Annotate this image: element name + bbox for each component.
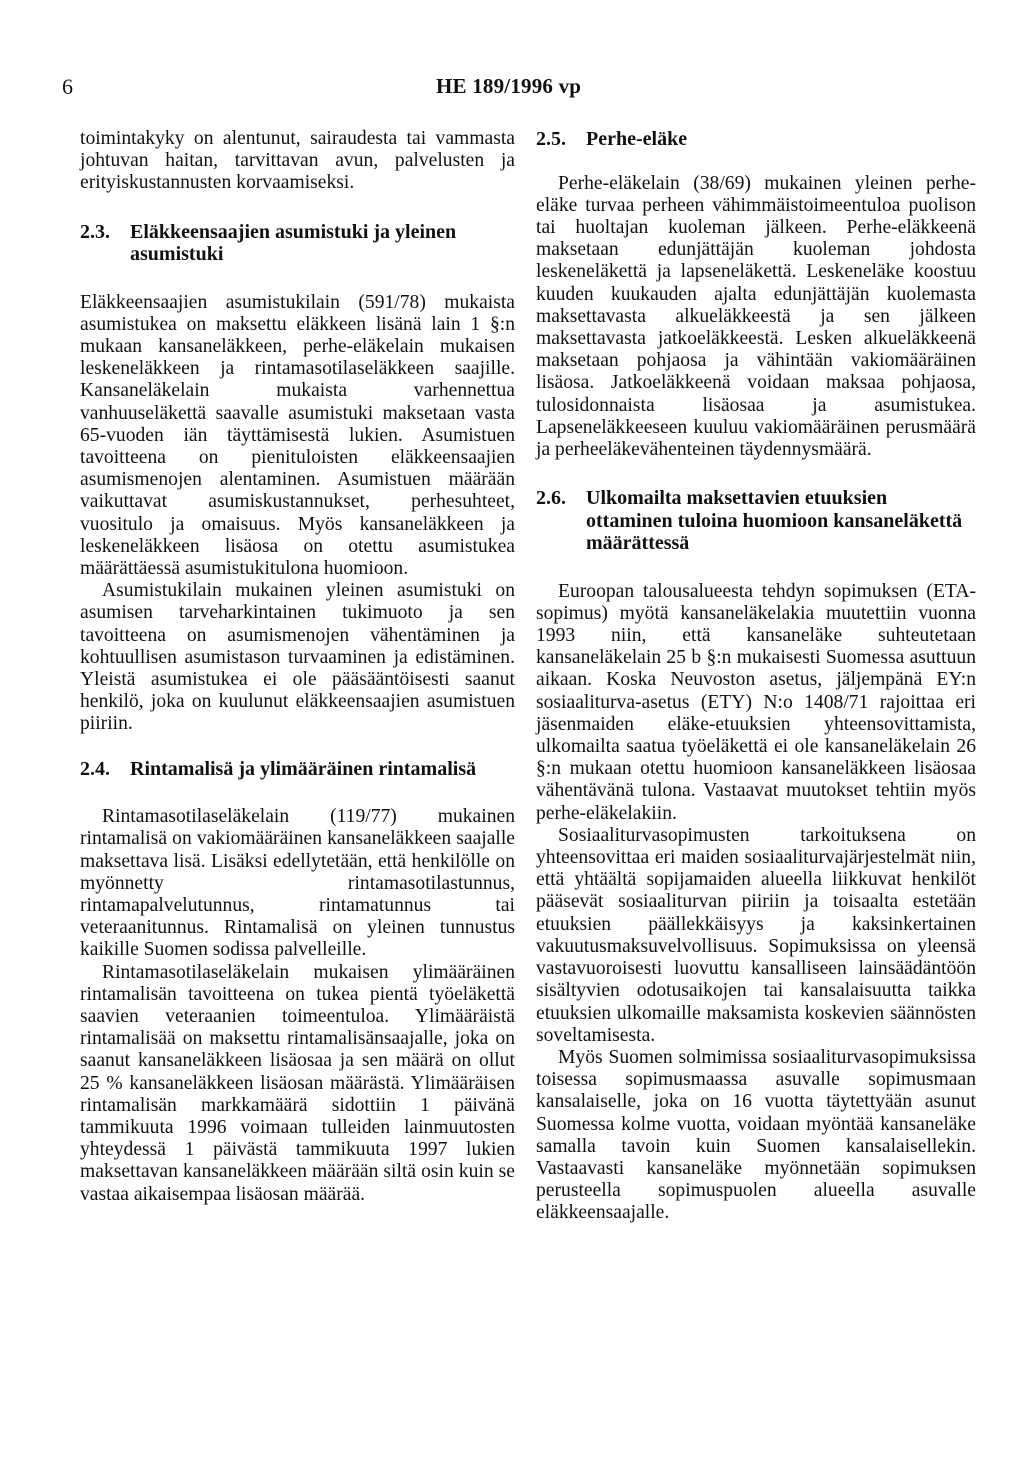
paragraph: Asumistukilain mukainen yleinen asumistuki on asumisen tarveharkintainen tukimuoto ja sen tavoitteena on asumismenojen vähentäminen ja kohtuullisen asumistason turvaaminen ja edistäminen. Yleistä asumistukea ei ole pääsääntöisesti saanut henkilö, joka on kuulunut eläkkeensaajien asumistuen piiriin.: [80, 580, 515, 735]
page-number: 6: [62, 74, 73, 99]
section-2-6-heading: [536, 487, 976, 555]
paragraph: Rintamasotilaseläkelain mukaisen ylimääräinen rintamalisän tavoitteena on tukea pientä työeläkettä saavien veteraanien toimeentuloa. Ylimääräistä rintamalisää on maksettu rintamalisänsaajalle, joka on saanut kansaneläkkeen lisäosaa ja sen määrä on ollut 25 % kansaneläkkeen lisäosan määrästä. Ylimääräisen rintamalisän markkamäärä sidottiin 1 päivänä tammikuuta 1996 voimaan tulleiden lainmuutosten yhteydessä 1 päivästä tammikuuta 1997 lukien maksettavan kansaneläkkeen määrään siltä osin kuin se vastaa aikaisempaa lisäosan määrää.: [80, 961, 515, 1205]
intro-paragraph: toimintakyky on alentunut, sairaudesta tai vammasta johtuvan haitan, tarvittavan avun, palvelusten ja erityiskustannusten korvaamiseksi.: [80, 128, 515, 194]
section-2-3-heading: [80, 221, 515, 266]
section-number: 2.4.: [80, 757, 110, 780]
section-title: Perhe-eläke: [586, 128, 688, 150]
section-2-4-heading: [80, 758, 515, 781]
section-title: Ulkomailta maksettavien etuuksien ottaminen tuloina huomioon kansaneläkettä määrättessä: [586, 487, 963, 555]
paragraph: Myös Suomen solmimissa sosiaaliturvasopimuksissa toisessa sopimusmaassa asuvalle sopimusmaan kansalaiselle, joka on 16 vuotta täytettyään asunut Suomessa kolme vuotta, voidaan myöntää kansaneläke samalla tavoin kuin Suomen kansalaisellekin. Vastaavasti kansaneläke myönnetään sopimuksen perusteella sopimuspuolen alueella asuvalle eläkkeensaajalle.: [536, 1046, 976, 1224]
section-number: 2.5.: [536, 128, 566, 150]
section-title: Eläkkeensaajien asumistuki ja yleinen asumistuki: [130, 220, 457, 266]
section-number: 2.6.: [536, 487, 566, 510]
section-number: 2.3.: [80, 220, 110, 243]
running-title: HE 189/1996 vp: [436, 74, 582, 98]
paragraph: Perhe-eläkelain (38/69) mukainen yleinen perhe-eläke turvaa perheen vähimmäistoimeentuloa puolison tai huoltajan kuoleman jälkeen. Perhe-eläkkeenä maksetaan edunjättäjän kuoleman johdosta leskeneläkettä ja lapseneläkettä. Leskeneläke koostuu kuuden kuukauden ajalta edunjättäjän kuolemasta maksettavasta alkueläkkeestä ja sen jälkeen maksettavasta jatkoeläkkeestä. Lesken alkueläkkeenä maksetaan pohjaosa ja vähintään vakiomääräinen lisäosa. Jatkoeläkkeenä voidaan maksaa pohjaosa, tulosidonnaista lisäosaa ja asumistukea. Lapseneläkkeeseen kuuluu vakiomääräinen perusmäärä ja perheeläkevähenteinen täydennysmäärä.: [536, 172, 976, 460]
paragraph: Sosiaaliturvasopimusten tarkoituksena on yhteensovittaa eri maiden sosiaaliturvajärjestelmät niin, että yhtäältä sopijamaiden alueella liikkuvat henkilöt pääsevät sosiaaliturvan piiriin ja toisaalta estetään etuuksien päällekkäisyys ja kaksinkertainen vakuutusmaksuvelvollisuus. Sopimuksissa on yleensä vastavuoroisesti luovuttu kansalliseen lainsäädäntöön sisältyvien odotusaikojen tai kansalaisuutta taikka etuuksien ulkomaille maksamista koskevien säännösten soveltamisesta.: [536, 824, 976, 1046]
paragraph: Rintamasotilaseläkelain (119/77) mukainen rintamalisä on vakiomääräinen kansaneläkkeen saajalle maksettava lisä. Lisäksi edellytetään, että henkilölle on myönnetty rintamasotilastunnus, rintamapalvelutunnus, rintamatunnus tai veteraanitunnus. Rintamalisä on yleinen tunnustus kaikille Suomen sodissa palvelleille.: [80, 806, 515, 961]
right-column: [536, 128, 976, 1225]
section-title: Rintamalisä ja ylimääräinen rintamalisä: [130, 757, 477, 780]
paragraph: Euroopan talousalueesta tehdyn sopimuksen (ETA-sopimus) myötä kansaneläkelakia muutettiin vuonna 1993 niin, että kansaneläke suhteutetaan kansaneläkelain 25 b §:n mukaisesti Suomessa asuttuun aikaan. Koska Neuvoston asetus, jäljempänä EY:n sosiaaliturva-asetus (ETY) N:o 1408/71 rajoittaa eri jäsenmaiden eläke-etuuksien yhteensovittamista, ulkomailta saatua työeläkettä ei ole kansaneläkelain 26 §:n mukaan otettu huomioon kansaneläkkeen lisäosaa vähentävänä tulona. Vastaavat muutokset tehtiin myös perhe-eläkelakiin.: [536, 580, 976, 824]
paragraph: Eläkkeensaajien asumistukilain (591/78) mukaista asumistukea on maksettu eläkkeen lisänä lain 1 §:n mukaan kansaneläkkeen, perhe-eläkelain mukaisen leskeneläkkeen ja rintamasotilaseläkkeen saajille. Kansaneläkelain mukaista varhennettua vanhuuseläkettä saavalle asumistuki maksetaan vasta 65-vuoden iän täyttämisestä lukien. Asumistuen tavoitteena on pienituloisten eläkkeensaajien asumismenojen alentaminen. Asumistuen määrään vaikuttavat asumiskustannukset, perhesuhteet, vuositulo ja omaisuus. Myös kansaneläkkeen ja leskeneläkkeen lisäosa on otettu asumistukea määrättäessä asumistukitulona huomioon.: [80, 291, 515, 580]
section-2-5-heading: [536, 128, 976, 151]
left-column: [80, 128, 515, 1206]
